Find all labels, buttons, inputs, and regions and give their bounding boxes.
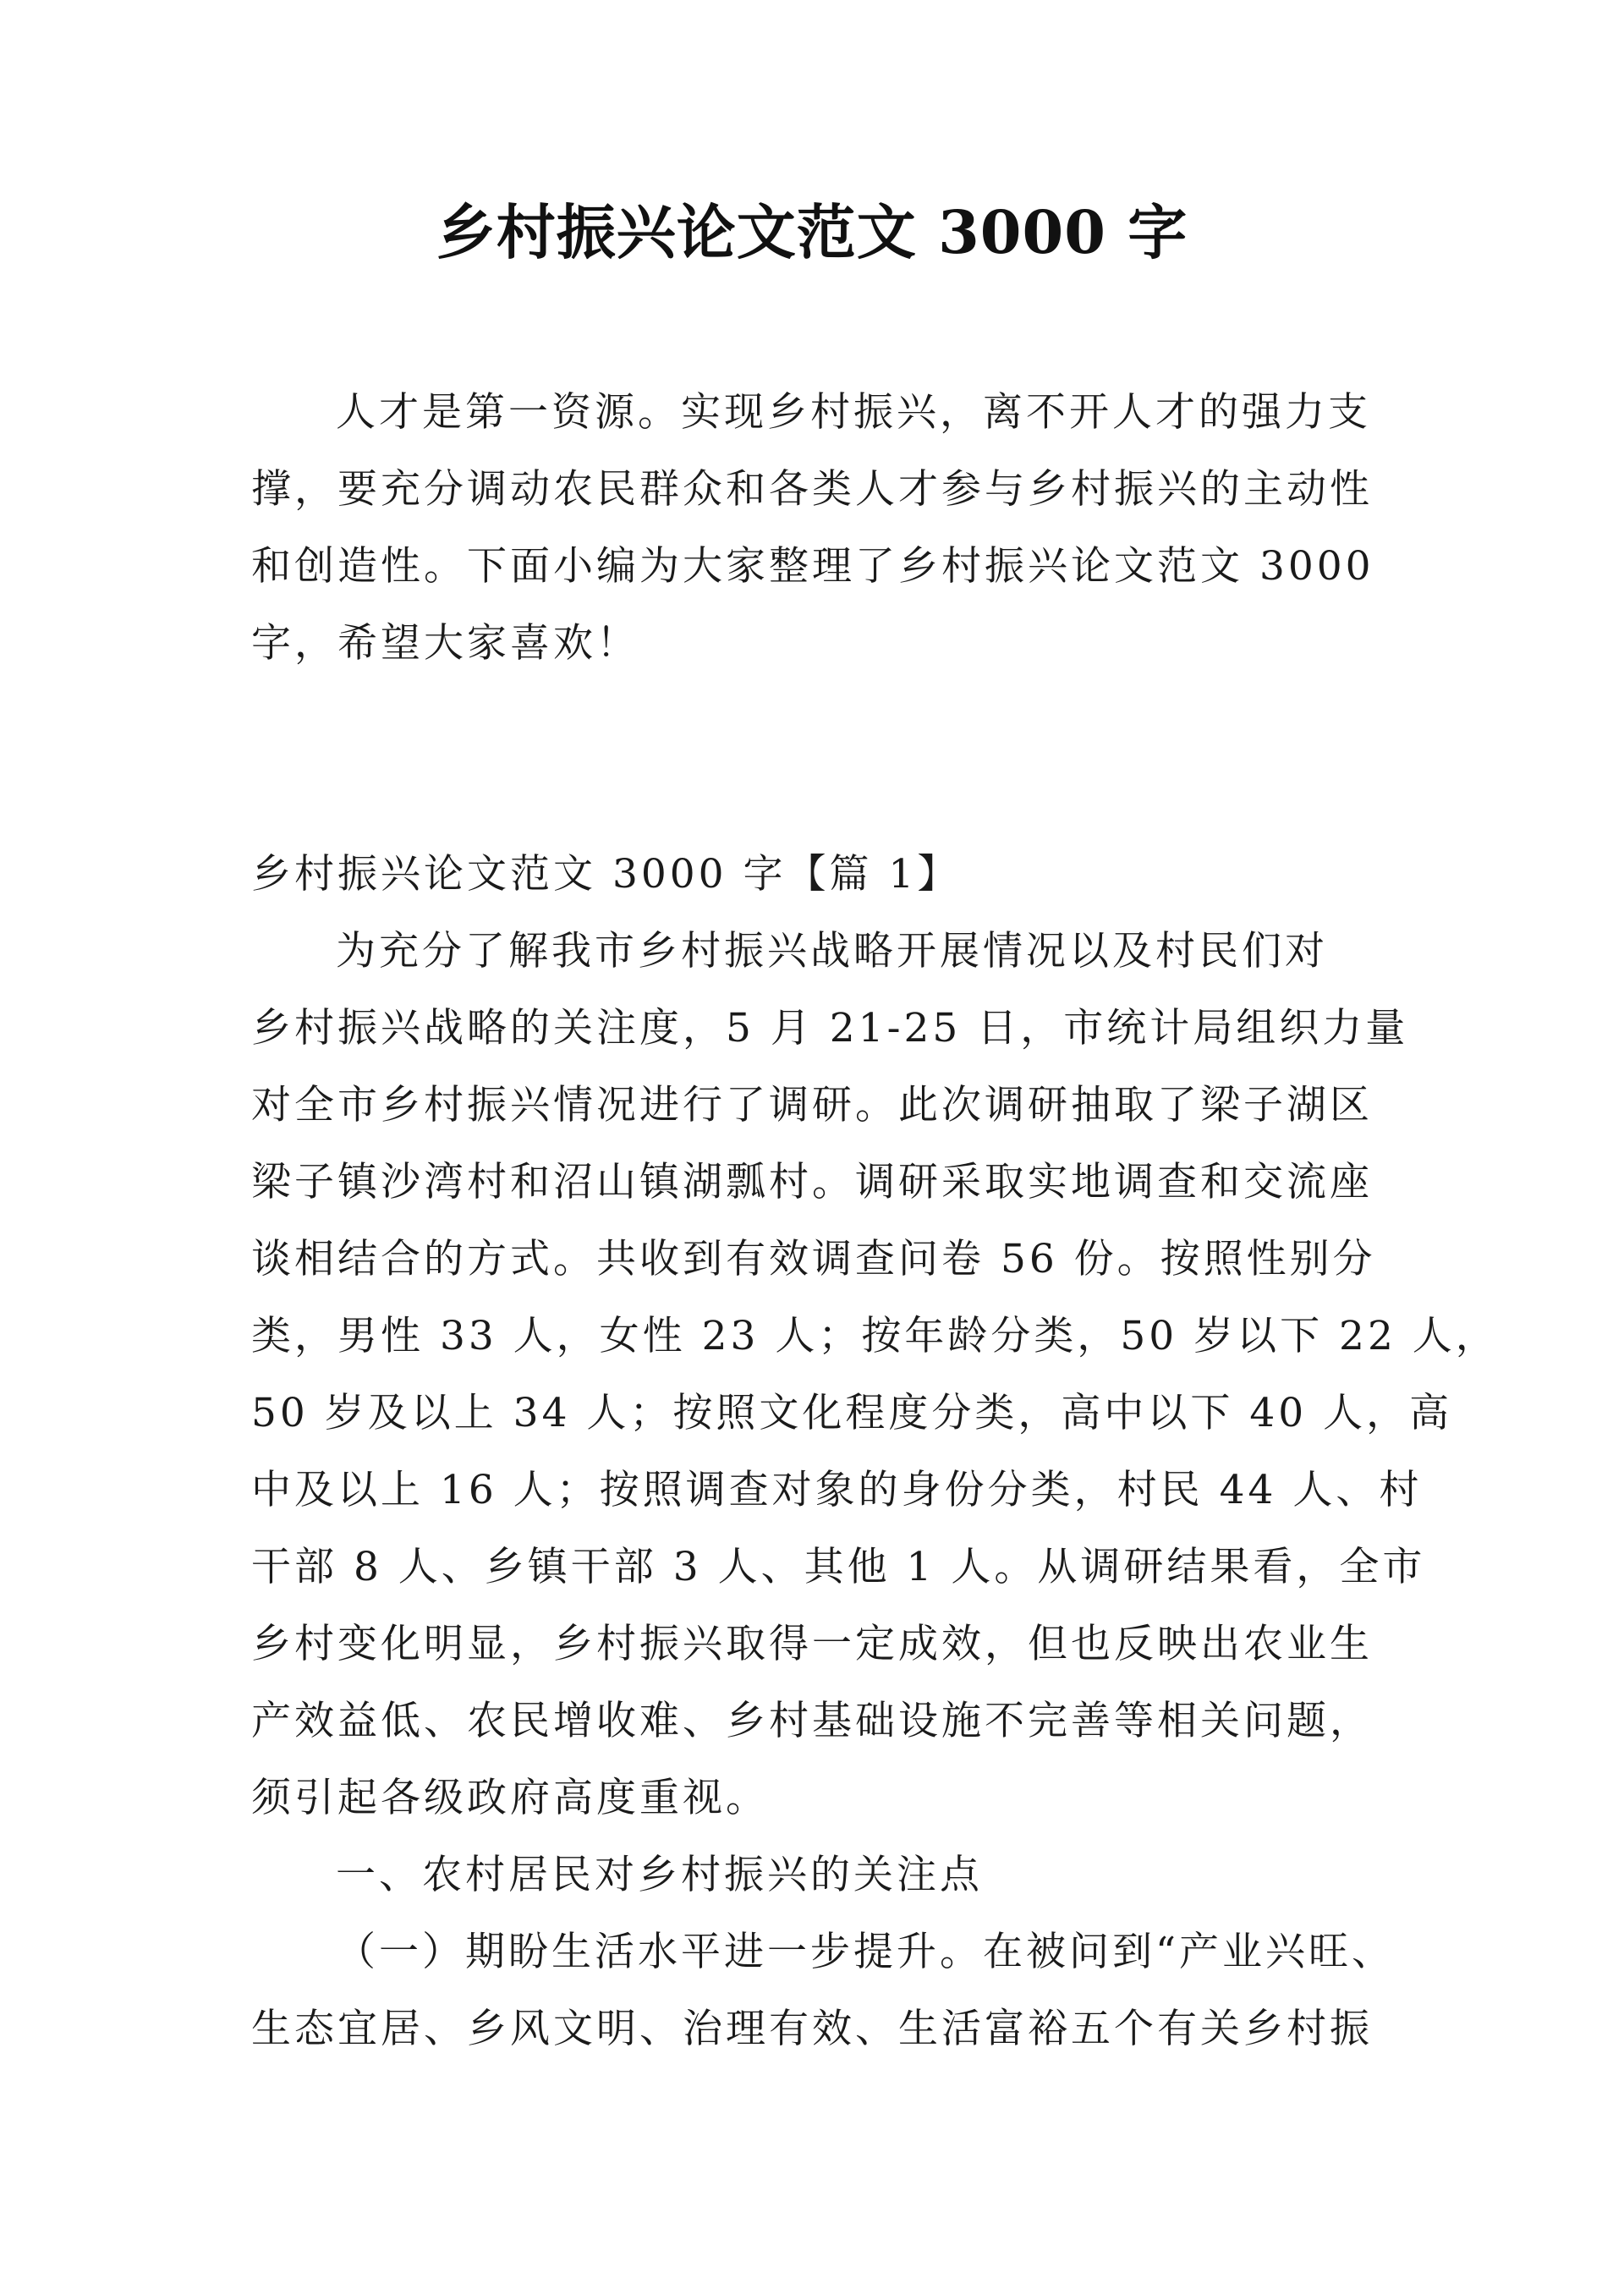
section-block bbox=[251, 836, 1499, 2067]
body-line: （一）期盼生活水平进一步提升。在被问到“产业兴旺、 bbox=[336, 1929, 1396, 1975]
body-line: 对全市乡村振兴情况进行了调研。此次调研抽取了梁子湖区 bbox=[251, 1082, 1373, 1128]
body-line: 干部 8 人、乡镇干部 3 人、其他 1 人。从调研结果看，全市 bbox=[251, 1544, 1426, 1590]
body-line: 乡村振兴战略的关注度，5 月 21-25 日，市统计局组织力量 bbox=[251, 1005, 1409, 1051]
body-line: 类，男性 33 人，女性 23 人；按年龄分类，50 岁以下 22 人， bbox=[251, 1313, 1499, 1359]
intro-line: 和创造性。下面小编为大家整理了乡村振兴论文范文 3000 bbox=[251, 543, 1374, 590]
body-line: 生态宜居、乡风文明、治理有效、生活富裕五个有关乡村振 bbox=[251, 2006, 1373, 2052]
document-title: 乡村振兴论文范文 3000 字 bbox=[436, 197, 1188, 267]
subheading: 一、农村居民对乡村振兴的关注点 bbox=[336, 1852, 983, 1898]
body-line: 50 岁及以上 34 人；按照文化程度分类，高中以下 40 人，高 bbox=[251, 1390, 1453, 1436]
body-line: 谈相结合的方式。共收到有效调查问卷 56 份。按照性别分 bbox=[251, 1236, 1376, 1282]
intro-paragraph bbox=[251, 374, 1381, 682]
intro-line: 人才是第一资源。实现乡村振兴，离不开人才的强力支 bbox=[336, 389, 1371, 436]
intro-line: 字，希望大家喜欢！ bbox=[251, 620, 639, 667]
body-line: 产效益低、农民增收难、乡村基础设施不完善等相关问题， bbox=[251, 1698, 1373, 1744]
section-heading: 乡村振兴论文范文 3000 字【篇 1】 bbox=[251, 851, 961, 898]
intro-line: 撑，要充分调动农民群众和各类人才参与乡村振兴的主动性 bbox=[251, 466, 1373, 513]
body-line: 为充分了解我市乡村振兴战略开展情况以及村民们对 bbox=[336, 928, 1328, 975]
body-line: 梁子镇沙湾村和沼山镇湖瓢村。调研采取实地调查和交流座 bbox=[251, 1159, 1373, 1205]
body-line: 乡村变化明显，乡村振兴取得一定成效，但也反映出农业生 bbox=[251, 1621, 1373, 1667]
body-line: 须引起各级政府高度重视。 bbox=[251, 1775, 769, 1821]
body-line: 中及以上 16 人；按照调查对象的身份分类，村民 44 人、村 bbox=[251, 1467, 1423, 1513]
